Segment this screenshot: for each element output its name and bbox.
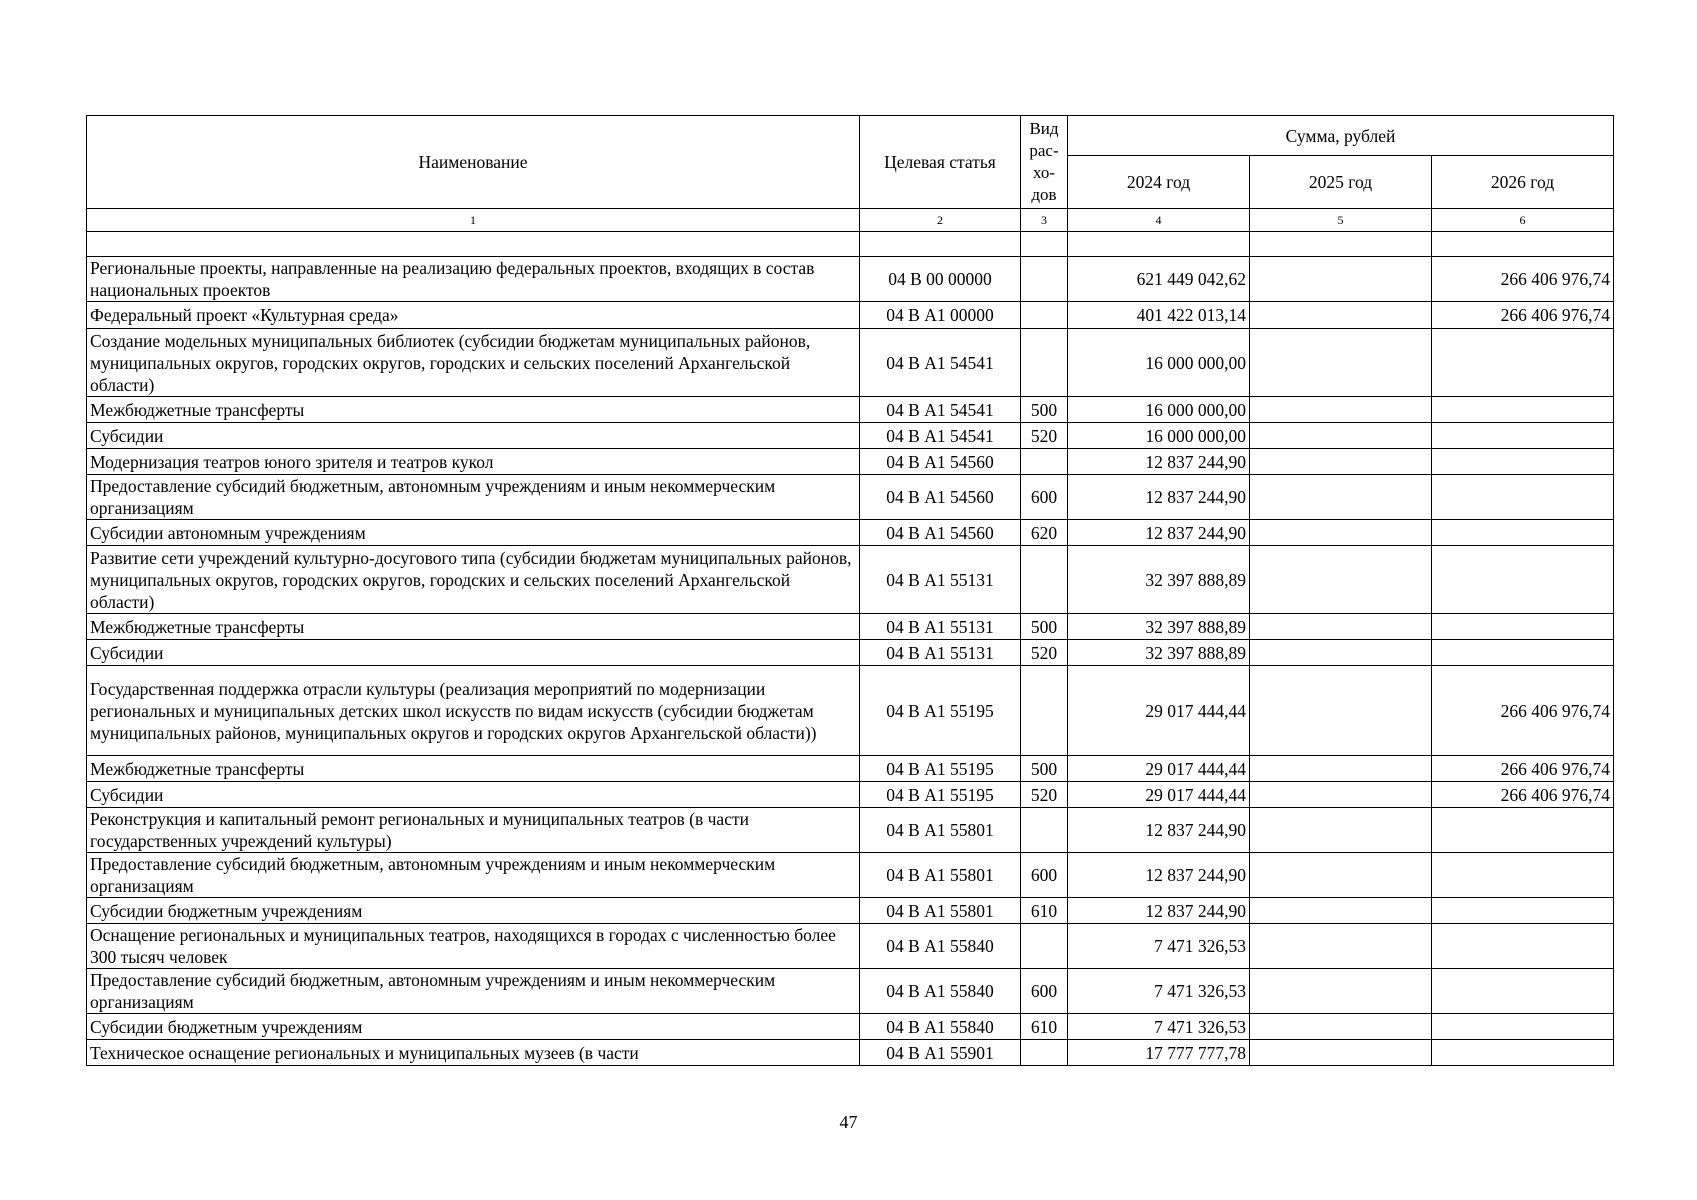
row-expense-type: 600: [1021, 853, 1068, 898]
header-year-2025: 2025 год: [1250, 156, 1432, 209]
column-number: 6: [1432, 209, 1614, 232]
row-sum-2025: [1250, 449, 1432, 475]
row-expense-type: 500: [1021, 614, 1068, 640]
row-sum-2025: [1250, 614, 1432, 640]
row-name: Развитие сети учреждений культурно-досугового типа (субсидии бюджетам муниципальных районов, муниципальных округов, городских округов, городских и сельских поселений Архангельской области): [87, 546, 860, 614]
header-expense-type: Вид рас-хо-дов: [1021, 116, 1068, 209]
row-target-article: 04 В А1 55901: [860, 1040, 1021, 1066]
row-sum-2026: [1432, 423, 1614, 449]
column-number: 5: [1250, 209, 1432, 232]
row-name: Создание модельных муниципальных библиотек (субсидии бюджетам муниципальных районов, муниципальных округов, городских округов, городских и сельских поселений Архангельской области): [87, 329, 860, 397]
row-sum-2026: 266 406 976,74: [1432, 666, 1614, 756]
row-sum-2025: [1250, 546, 1432, 614]
row-expense-type: 600: [1021, 969, 1068, 1014]
column-number: 4: [1068, 209, 1250, 232]
row-sum-2025: [1250, 898, 1432, 924]
row-name: Межбюджетные трансферты: [87, 614, 860, 640]
header-target-article: Целевая статья: [860, 116, 1021, 209]
row-sum-2024: 7 471 326,53: [1068, 1014, 1250, 1040]
row-name: Субсидии: [87, 423, 860, 449]
row-name: Региональные проекты, направленные на реализацию федеральных проектов, входящих в состав национальных проектов: [87, 257, 860, 302]
row-sum-2024: 17 777 777,78: [1068, 1040, 1250, 1066]
row-sum-2024: 32 397 888,89: [1068, 614, 1250, 640]
table-row: [87, 520, 1614, 546]
row-expense-type: [1021, 302, 1068, 329]
row-sum-2024: 16 000 000,00: [1068, 329, 1250, 397]
table-row: [87, 423, 1614, 449]
row-name: Субсидии автономным учреждениям: [87, 520, 860, 546]
row-name: Оснащение региональных и муниципальных театров, находящихся в городах с численностью более 300 тысяч человек: [87, 924, 860, 969]
row-name: Субсидии: [87, 782, 860, 808]
row-sum-2025: [1250, 640, 1432, 666]
row-sum-2024: 29 017 444,44: [1068, 666, 1250, 756]
row-sum-2026: [1432, 808, 1614, 853]
row-expense-type: [1021, 666, 1068, 756]
row-expense-type: 610: [1021, 1014, 1068, 1040]
row-expense-type: 500: [1021, 397, 1068, 423]
table-row: [87, 898, 1614, 924]
table-row: [87, 614, 1614, 640]
row-sum-2025: [1250, 1040, 1432, 1066]
column-number: 2: [860, 209, 1021, 232]
row-sum-2026: [1432, 853, 1614, 898]
row-sum-2025: [1250, 257, 1432, 302]
table-row: [87, 1040, 1614, 1066]
row-expense-type: 620: [1021, 520, 1068, 546]
row-target-article: 04 В А1 55840: [860, 924, 1021, 969]
row-target-article: 04 В А1 55801: [860, 808, 1021, 853]
row-target-article: 04 В А1 55195: [860, 666, 1021, 756]
row-sum-2026: [1432, 546, 1614, 614]
row-expense-type: [1021, 449, 1068, 475]
row-target-article: 04 В 00 00000: [860, 257, 1021, 302]
table-row: [87, 756, 1614, 782]
row-sum-2024: 16 000 000,00: [1068, 423, 1250, 449]
row-sum-2024: 7 471 326,53: [1068, 969, 1250, 1014]
row-sum-2026: 266 406 976,74: [1432, 756, 1614, 782]
row-sum-2025: [1250, 520, 1432, 546]
row-expense-type: [1021, 257, 1068, 302]
row-expense-type: 610: [1021, 898, 1068, 924]
table-row: [87, 397, 1614, 423]
header-name: Наименование: [87, 116, 860, 209]
row-sum-2024: 32 397 888,89: [1068, 640, 1250, 666]
row-sum-2026: [1432, 1040, 1614, 1066]
row-sum-2026: 266 406 976,74: [1432, 302, 1614, 329]
row-sum-2026: 266 406 976,74: [1432, 257, 1614, 302]
row-name: Межбюджетные трансферты: [87, 397, 860, 423]
column-number: 3: [1021, 209, 1068, 232]
row-sum-2025: [1250, 969, 1432, 1014]
blank-row: [87, 232, 1614, 257]
row-sum-2025: [1250, 853, 1432, 898]
row-name: Предоставление субсидий бюджетным, автономным учреждениям и иным некоммерческим организациям: [87, 475, 860, 520]
row-sum-2024: 29 017 444,44: [1068, 756, 1250, 782]
table-row: [87, 666, 1614, 756]
row-sum-2024: 7 471 326,53: [1068, 924, 1250, 969]
row-sum-2026: [1432, 397, 1614, 423]
row-sum-2024: 29 017 444,44: [1068, 782, 1250, 808]
table-body: [87, 257, 1614, 1066]
header-year-2024: 2024 год: [1068, 156, 1250, 209]
row-name: Техническое оснащение региональных и муниципальных музеев (в части: [87, 1040, 860, 1066]
row-target-article: 04 В А1 54541: [860, 397, 1021, 423]
row-sum-2026: [1432, 449, 1614, 475]
header-year-2026: 2026 год: [1432, 156, 1614, 209]
row-expense-type: 500: [1021, 756, 1068, 782]
row-target-article: 04 В А1 54541: [860, 329, 1021, 397]
row-target-article: 04 В А1 55840: [860, 969, 1021, 1014]
row-target-article: 04 В А1 55801: [860, 898, 1021, 924]
table-row: [87, 1014, 1614, 1040]
row-sum-2024: 401 422 013,14: [1068, 302, 1250, 329]
column-number: 1: [87, 209, 860, 232]
row-expense-type: 520: [1021, 640, 1068, 666]
table-row: [87, 640, 1614, 666]
row-sum-2025: [1250, 397, 1432, 423]
row-target-article: 04 В А1 55131: [860, 614, 1021, 640]
row-name: Межбюджетные трансферты: [87, 756, 860, 782]
table-row: [87, 924, 1614, 969]
row-name: Модернизация театров юного зрителя и театров кукол: [87, 449, 860, 475]
page-number: 47: [839, 1112, 858, 1132]
row-sum-2026: [1432, 640, 1614, 666]
row-sum-2025: [1250, 475, 1432, 520]
row-target-article: 04 В А1 55801: [860, 853, 1021, 898]
row-expense-type: 600: [1021, 475, 1068, 520]
row-sum-2026: [1432, 969, 1614, 1014]
row-sum-2024: 12 837 244,90: [1068, 853, 1250, 898]
row-sum-2024: 621 449 042,62: [1068, 257, 1250, 302]
row-sum-2026: [1432, 898, 1614, 924]
table-row: [87, 329, 1614, 397]
row-sum-2024: 12 837 244,90: [1068, 808, 1250, 853]
row-expense-type: [1021, 1040, 1068, 1066]
table-row: [87, 808, 1614, 853]
row-target-article: 04 В А1 55195: [860, 782, 1021, 808]
row-target-article: 04 В А1 54560: [860, 449, 1021, 475]
row-sum-2026: [1432, 924, 1614, 969]
row-sum-2025: [1250, 329, 1432, 397]
row-name: Реконструкция и капитальный ремонт региональных и муниципальных театров (в части государственных учреждений культуры): [87, 808, 860, 853]
budget-table: [86, 115, 1614, 1066]
table-row: [87, 475, 1614, 520]
row-sum-2026: [1432, 329, 1614, 397]
row-target-article: 04 В А1 54541: [860, 423, 1021, 449]
row-name: Предоставление субсидий бюджетным, автономным учреждениям и иным некоммерческим организациям: [87, 969, 860, 1014]
row-name: Федеральный проект «Культурная среда»: [87, 302, 860, 329]
row-sum-2024: 12 837 244,90: [1068, 898, 1250, 924]
table-row: [87, 782, 1614, 808]
row-sum-2026: 266 406 976,74: [1432, 782, 1614, 808]
row-target-article: 04 В А1 00000: [860, 302, 1021, 329]
row-sum-2025: [1250, 423, 1432, 449]
row-sum-2026: [1432, 520, 1614, 546]
row-sum-2024: 32 397 888,89: [1068, 546, 1250, 614]
row-sum-2026: [1432, 1014, 1614, 1040]
table-header: [87, 116, 1614, 257]
row-sum-2025: [1250, 302, 1432, 329]
row-expense-type: 520: [1021, 782, 1068, 808]
row-expense-type: [1021, 808, 1068, 853]
row-sum-2026: [1432, 475, 1614, 520]
table-row: [87, 449, 1614, 475]
row-expense-type: [1021, 546, 1068, 614]
row-sum-2025: [1250, 756, 1432, 782]
table-row: [87, 853, 1614, 898]
row-expense-type: [1021, 924, 1068, 969]
row-expense-type: 520: [1021, 423, 1068, 449]
column-number-row: [87, 209, 1614, 232]
row-sum-2024: 16 000 000,00: [1068, 397, 1250, 423]
row-sum-2026: [1432, 614, 1614, 640]
row-sum-2025: [1250, 666, 1432, 756]
row-sum-2024: 12 837 244,90: [1068, 449, 1250, 475]
row-sum-2024: 12 837 244,90: [1068, 520, 1250, 546]
row-target-article: 04 В А1 54560: [860, 520, 1021, 546]
row-target-article: 04 В А1 55131: [860, 640, 1021, 666]
row-target-article: 04 В А1 55195: [860, 756, 1021, 782]
table-row: [87, 546, 1614, 614]
row-name: Государственная поддержка отрасли культуры (реализация мероприятий по модернизации региональных и муниципальных детских школ искусств по видам искусств (субсидии бюджетам муниципальных районов, муниципальных округов и городских округов Архангельской области)): [87, 666, 860, 756]
row-sum-2025: [1250, 1014, 1432, 1040]
header-sum: Сумма, рублей: [1068, 116, 1614, 156]
row-target-article: 04 В А1 55840: [860, 1014, 1021, 1040]
row-target-article: 04 В А1 55131: [860, 546, 1021, 614]
row-name: Субсидии бюджетным учреждениям: [87, 1014, 860, 1040]
table-row: [87, 257, 1614, 302]
row-sum-2025: [1250, 924, 1432, 969]
row-target-article: 04 В А1 54560: [860, 475, 1021, 520]
row-sum-2025: [1250, 808, 1432, 853]
row-name: Субсидии бюджетным учреждениям: [87, 898, 860, 924]
row-sum-2025: [1250, 782, 1432, 808]
row-name: Субсидии: [87, 640, 860, 666]
table-row: [87, 302, 1614, 329]
table-row: [87, 969, 1614, 1014]
row-sum-2024: 12 837 244,90: [1068, 475, 1250, 520]
row-name: Предоставление субсидий бюджетным, автономным учреждениям и иным некоммерческим организациям: [87, 853, 860, 898]
row-expense-type: [1021, 329, 1068, 397]
